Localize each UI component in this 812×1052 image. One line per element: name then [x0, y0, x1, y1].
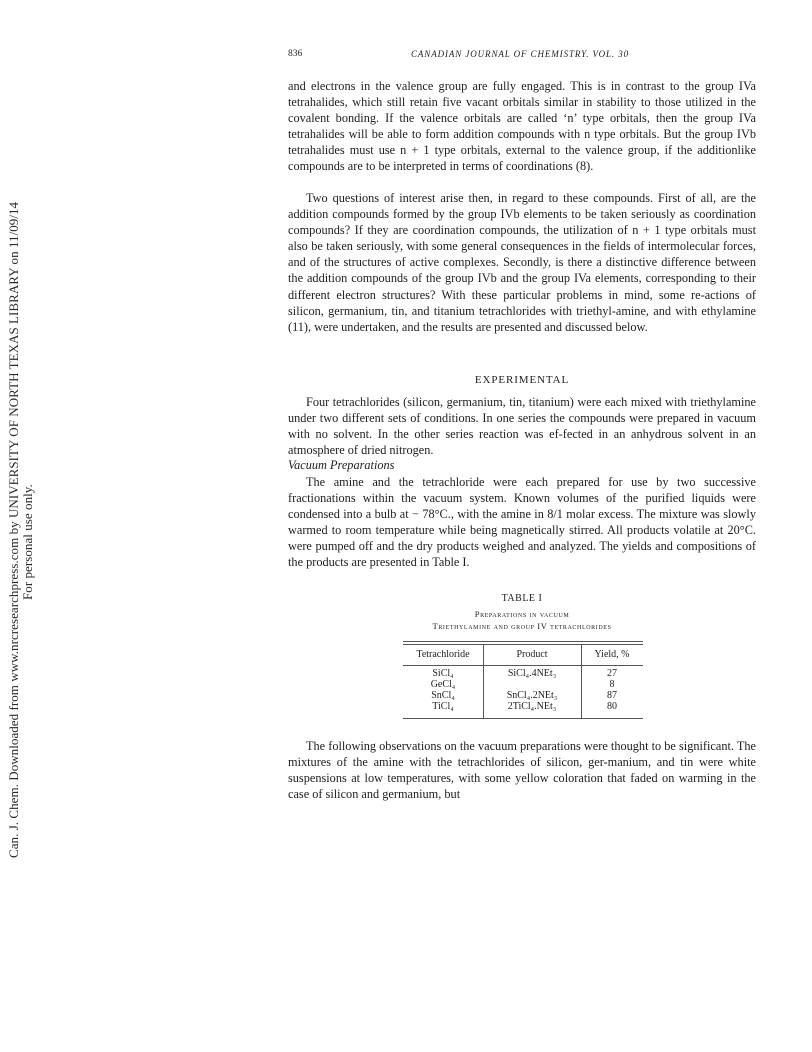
body-paragraph-4	[288, 474, 756, 571]
body-paragraph-1	[288, 78, 756, 175]
table-cell: 8	[609, 679, 615, 690]
table-header-product: Product	[516, 649, 548, 660]
table-cell: TiCl₄	[432, 701, 454, 712]
table-header-rule	[403, 665, 643, 666]
table-top-rule	[403, 641, 643, 642]
subsection-heading: Vacuum Preparations	[288, 458, 395, 472]
paragraph-text: The following observations on the vacuum preparations were thought to be significant. The mixtures of the amine with the tetrachlorides of silicon, ger-manium, and tin were white suspensions at low temperatures, with some yellow coloration that faded on warming in the case of silicon and germanium, but	[288, 739, 756, 802]
body-paragraph-5	[288, 738, 756, 802]
table-column-product	[483, 668, 581, 712]
table-cell: GeCl₄	[430, 679, 456, 690]
table-column-yield	[581, 668, 643, 712]
table-top-rule-inner	[403, 644, 643, 645]
table-cell: 2TiCl₄.NEt₃	[507, 701, 557, 712]
download-notice-line2: For personal use only.	[20, 484, 35, 600]
body-paragraph-3	[288, 394, 756, 458]
table-cell: SnCl₄	[431, 690, 455, 701]
table-column-tetrachloride	[403, 668, 483, 712]
table-cell: 80	[607, 701, 617, 712]
table-label: TABLE I	[501, 593, 543, 604]
table-caption-line2: Triethylamine and group IV tetrachlorides	[432, 621, 612, 631]
page-number: 836	[288, 49, 303, 59]
table-bottom-rule	[403, 718, 643, 719]
paragraph-text: and electrons in the valence group are fully engaged. This is in contrast to the group IVa tetrahalides, which still retain five vacant orbitals similar in stability to those utilized in the covalent bonding. If the valence orbitals are called ‘n’ type orbitals, then the group IVa tetrahalides will be able to form addition compounds with n type orbitals. But the group IVb tetrahalides must use n + 1 type orbitals, external to the valence group, if the additionlike compounds are to be interpreted in terms of coordinations (8).	[288, 79, 756, 174]
table-cell: SiCl₄	[432, 668, 454, 679]
table-cell: 87	[607, 690, 617, 701]
table-header-yield: Yield, %	[594, 649, 630, 660]
journal-title: CANADIAN JOURNAL OF CHEMISTRY. VOL. 30	[411, 49, 630, 59]
table-cell	[483, 679, 581, 690]
paragraph-text: Two questions of interest arise then, in regard to these compounds. First of all, are the addition compounds formed by the group IVb elements to be taken seriously as coordination compounds? If they are coordination compounds, the utilization of n + 1 type orbitals must also be taken seriously, with some general consequences in the fields of intermolecular forces, and of the structures of active complexes. Secondly, is there a distinctive difference between the addition compounds of the group IVb and the group IVa elements, corresponding to their different electron structures? With these particular problems in mind, some re-actions of silicon, germanium, tin, and titanium tetrachlorides with triethyl-amine, and with ethylamine (11), were undertaken, and the results are presented and discussed below.	[288, 191, 756, 334]
table-cell: SiCl₄.4NEt₃	[507, 668, 557, 679]
body-paragraph-2	[288, 190, 756, 335]
table-caption-line1: Preparations in vacuum	[474, 609, 570, 619]
table-cell: 27	[607, 668, 617, 679]
page-header	[288, 49, 756, 63]
download-notice-line1: Can. J. Chem. Downloaded from www.nrcresearchpress.com by UNIVERSITY OF NORTH TEXAS LIBRARY on 11/09/14	[6, 201, 21, 858]
section-heading: EXPERIMENTAL	[474, 374, 570, 386]
paragraph-text: The amine and the tetrachloride were each prepared for use by two successive fractionations within the vacuum system. Known volumes of the purified liquids were condensed into a bulb at − 78°C., with the amine in 8/1 molar excess. The mixture was slowly warmed to room temperature while being magnetically stirred. All products volatile at 20°C. were pumped off and the dry products weighed and analyzed. The yields and compositions of the products are presented in Table I.	[288, 475, 756, 570]
paragraph-text: Four tetrachlorides (silicon, germanium, tin, titanium) were each mixed with triethylamine under two different sets of conditions. In one series the compounds were prepared in vacuum with no solvent. In the other series reaction was ef-fected in an anhydrous solvent in an atmosphere of dried nitrogen.	[288, 395, 756, 458]
table-cell: SnCl₄.2NEt₃	[506, 690, 558, 701]
table-header-tetrachloride: Tetrachloride	[416, 649, 470, 660]
